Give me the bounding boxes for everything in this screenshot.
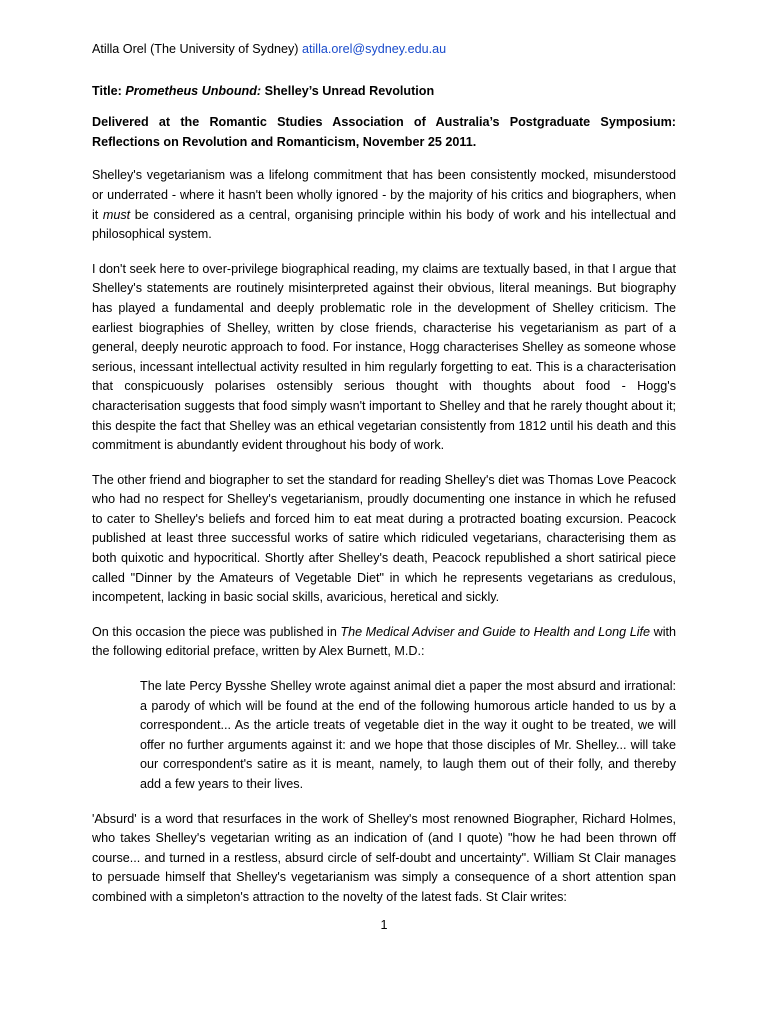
title-subtitle: Shelley’s Unread Revolution <box>264 83 435 98</box>
paragraph-4 <box>92 623 676 662</box>
paragraph-1-text-b: be considered as a central, organising principle within his body of work and his intellectual and philosophical system. <box>92 207 677 242</box>
author-name: Atilla Orel (The University of Sydney) <box>92 42 299 56</box>
paragraph-4-book-title: The Medical Adviser and Guide to Health and Long Life <box>340 624 651 639</box>
delivered-note: Delivered at the Romantic Studies Association of Australia’s Postgraduate Symposium: Reflections on Revolution and Romanticism, November 25 2011. <box>92 115 676 149</box>
paragraph-2: I don't seek here to over-privilege biographical reading, my claims are textually based, in that I argue that Shelley's statements are routinely misinterpreted against their obvious, literal meanings. But biography has played a fundamental and deeply problematic role in the development of Shelley criticism. The earliest biographies of Shelley, written by close friends, characterise his vegetarianism as part of a general, deeply neurotic approach to food. For instance, Hogg characterises Shelley as someone whose serious, incessant intellectual activity resulted in him regularly forgetting to eat. This is a characterisation that conspicuously polarises ostensibly serious thought with thoughts about food - Hogg's characterisation suggests that food simply wasn't important to Shelley and that he rarely thought about it; this despite the fact that Shelley was an ethical vegetarian consistently from 1812 until his death and this commitment is abundantly evident throughout his body of work. <box>92 261 676 453</box>
block-quote: The late Percy Bysshe Shelley wrote against animal diet a paper the most absurd and irrational: a parody of which will be found at the end of the following humorous article handed to us by a correspondent... As the article treats of vegetable diet in the way it ought to be treated, we will offer no further arguments against it: and we hope that those disciples of Mr. Shelley... will take our correspondent's satire as it is meant, namely, to laugh them out of their folly, and thereby add a few years to their lives. <box>140 679 676 791</box>
paragraph-4-text-b: with the following editorial preface, written by Alex Burnett, M.D.: <box>92 624 677 659</box>
paragraph-1 <box>92 166 676 244</box>
paragraph-3: The other friend and biographer to set the standard for reading Shelley's diet was Thomas Love Peacock who had no respect for Shelley's vegetarianism, proudly documenting one instance in which he refused to cater to Shelley's beliefs and forced him to eat meat during a protracted boating excursion. Peacock published at least three successful works of satire which ridiculed vegetarians, characterising them as both quixotic and hypocritical. Shortly after Shelley's death, Peacock republished a short satirical piece called "Dinner by the Amateurs of Vegetable Diet" in which he represents vegetarians as credulous, incompetent, lacking in basic social skills, avaricious, heretical and sickly. <box>92 472 676 605</box>
paper-title <box>92 82 676 102</box>
title-label: Title: <box>92 83 122 98</box>
author-line <box>92 40 676 60</box>
paragraph-5: 'Absurd' is a word that resurfaces in the work of Shelley's most renowned Biographer, Richard Holmes, who takes Shelley's vegetarian writing as an indication of (and I quote) "how he had been thrown off course... and turned in a restless, absurd circle of self-doubt and uncertainty". William St Clair manages to persuade himself that Shelley's vegetarianism was simply a consequence of a short attention span combined with a simpleton's attraction to the novelty of the latest fads. St Clair writes: <box>92 811 676 904</box>
paragraph-1-emphasis: must <box>102 207 131 222</box>
title-work: Prometheus Unbound: <box>125 83 262 98</box>
paragraph-4-text-a: On this occasion the piece was published in <box>92 624 337 639</box>
document-body <box>92 40 676 923</box>
paragraph-1-text-a: Shelley's vegetarianism was a lifelong commitment that has been consistently mocked, misunderstood or underrated - where it hasn't been wholly ignored - by the majority of his critics and biographers, when it <box>92 168 676 222</box>
author-email-link[interactable]: atilla.orel@sydney.edu.au <box>301 42 447 56</box>
page-number: 1 <box>380 918 388 932</box>
